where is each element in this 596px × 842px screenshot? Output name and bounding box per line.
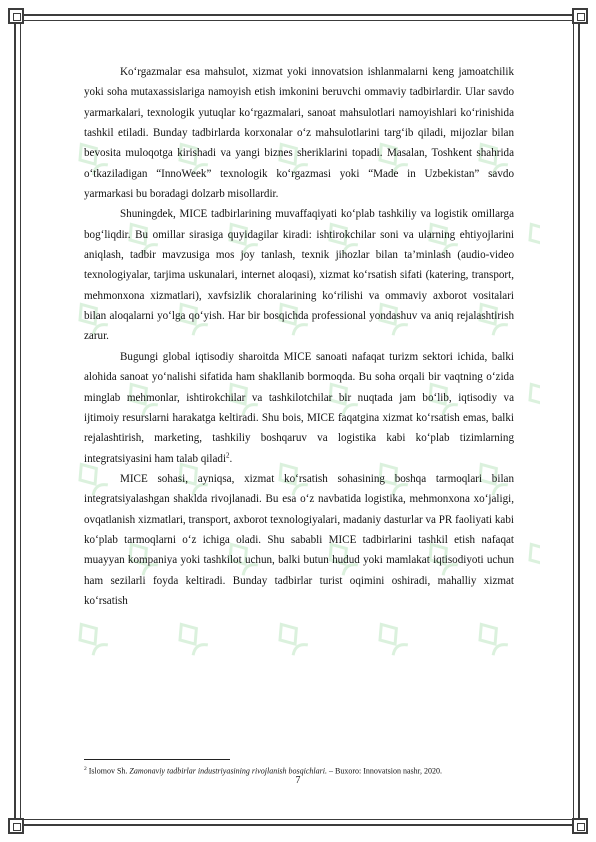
paragraph-exhibitions: Ko‘rgazmalar esa mahsulot, xizmat yoki innovatsion ishlanmalarni keng jamoatchilik yoki soha mutaxassislariga namoyish etish imkonini beruvchi ommaviy tadbirlardir. Ular savdo yarmarkalari, texnologik yutuqlar ko‘rgazmalari, sanoat mahsulotlari namoyishlari ko‘rinishida tashkil etiladi. Bunday tadbirlarda korxonalar o‘z mahsulotlarini targ‘ib qiladi, mijozlar bilan bevosita muloqotga kirishadi va yangi biznes sheriklarini topadi. Masalan, Toshkent shahrida o‘tkaziladigan “InnoWeek” texnologik ko‘rgazmasi yoki “Made in Uzbekistan” savdo yarmarkasi bu boradagi dolzarb misollardir. <box>84 66 514 201</box>
paragraph-global-economy-end: . <box>229 452 233 465</box>
paragraph-integration: MICE sohasi, ayniqsa, xizmat ko‘rsatish sohasining boshqa tarmoqlari bilan integratsiyalashgan shaklda rivojlanadi. Bu esa o‘z navbatida logistika, mehmonxona xo‘jaligi, ovqatlanish xizmatlari, transport, axborot texnologiyalari, madaniy dasturlar va PR faoliyati kabi ko‘plab tarmoqlarni o‘z ichiga oladi. Shu sababli MICE tadbirlarini tashkil etish nafaqat muayyan kompaniya yoki tashkilot uchun, balki butun hudud yoki mamlakat iqtisodiyoti uchun ham sezilarli foyda keltiradi. Bunday tadbirlar turist oqimini oshiradi, mahalliy xizmat ko‘rsatish <box>84 472 514 607</box>
corner-ornament-top-left <box>8 8 24 24</box>
footnote-title: Zamonaviy tadbirlar industriyasining rivojlanish bosqichlari. <box>129 766 327 776</box>
paragraph-global-economy <box>84 347 514 469</box>
page-number: 7 <box>295 775 301 786</box>
footnote-separator <box>84 759 230 760</box>
footnote-number: 2 <box>84 766 87 772</box>
corner-ornament-bottom-right <box>572 818 588 834</box>
footnote-author: Islomov Sh. <box>86 766 130 776</box>
corner-ornament-bottom-left <box>8 818 24 834</box>
footnote-publisher: – Buxoro: Innovatsion nashr, 2020. <box>326 766 442 776</box>
footnote-reference[interactable]: 2 <box>226 450 230 459</box>
paragraph-logistics: Shuningdek, MICE tadbirlarining muvaffaqiyati ko‘plab tashkiliy va logistik omillarga bog‘liqdir. Bu omillar sirasiga quyidagilar kiradi: ishtirokchilar soni va ularning ehtiyojlarini aniqlash, tadbir mavzusiga mos joy tanlash, texnik jihozlar bilan ta’minlash (audio-video texnologiyalar, tarjima uskunalari, internet aloqasi), xizmat ko‘rsatish sifati (katering, transport, mehmonxona xizmatlari), xavfsizlik choralarining ko‘rilishi va ommaviy axborot vositalari bilan aloqalarni yo‘lga qo‘yish. Har bir bosqichda professional yondashuv va aniq rejalashtirish zarur. <box>84 208 514 343</box>
document-body <box>84 62 514 611</box>
paragraph-global-economy-text: Bugungi global iqtisodiy sharoitda MICE sanoati nafaqat turizm sektori ichida, balki alohida sanoat yo‘nalishi sifatida ham shakllanib bormoqda. Bu soha orqali bir vaqtning o‘zida minglab mehmonlar, ishtirokchilar va tashkilotchilar bir nuqtada jam bo‘lib, iqtisodiy va ijtimoiy resurslarni harakatga keltiradi. Shu bois, MICE faqatgina xizmat ko‘rsatish emas, balki rejalashtirish, marketing, tashkiliy boshqaruv va logistika kabi ko‘plab tizimlarning integratsiyasini ham talab qiladi <box>84 350 514 465</box>
corner-ornament-top-right <box>572 8 588 24</box>
